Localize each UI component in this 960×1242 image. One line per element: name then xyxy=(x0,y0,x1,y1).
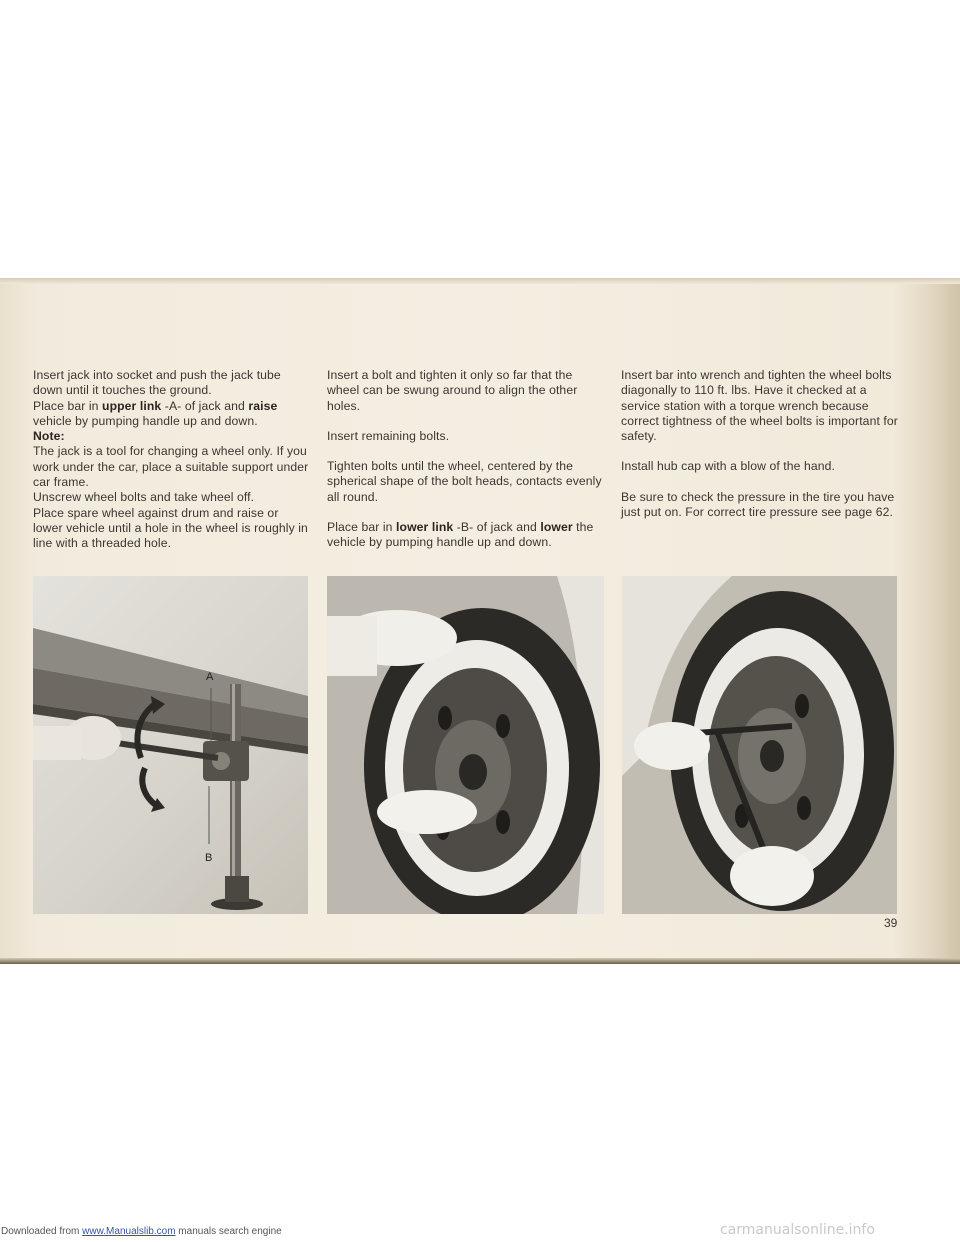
label-b: B xyxy=(205,852,213,864)
text-column-3 xyxy=(621,368,899,535)
footer-prefix: Downloaded from xyxy=(1,1226,83,1237)
text-run: Insert remaining bolts. xyxy=(327,428,450,443)
text-run: The jack is a tool for changing a wheel only. If you work under the car, place a suitable support under car frame. xyxy=(33,444,309,490)
text-run: Install hub cap with a blow of the hand. xyxy=(621,459,836,474)
text-run: Unscrew wheel bolts and take wheel off. xyxy=(33,490,255,505)
paragraph xyxy=(33,368,311,399)
bold-term: Note: xyxy=(33,429,65,444)
paragraph xyxy=(621,368,899,444)
download-footer xyxy=(1,1226,282,1237)
watermark-text: carmanualsonline.info xyxy=(720,1222,875,1238)
paragraph xyxy=(621,459,899,474)
text-run: the vehicle by pumping handle up and down. xyxy=(327,520,594,550)
paragraph xyxy=(327,368,605,414)
paragraph xyxy=(33,490,311,505)
text-run: Place bar in xyxy=(33,398,103,413)
paragraph xyxy=(327,429,605,444)
paragraph xyxy=(327,459,605,505)
text-run: Insert bar into wrench and tighten the wheel bolts diagonally to 110 ft. lbs. Have it checked at a service station with a torque wrench because correct tightness of the wheel bolts is important for safety. xyxy=(621,368,898,444)
text-run: Be sure to check the pressure in the tire you have just put on. For correct tire pressure see page 62. xyxy=(621,489,895,520)
text-column-1 xyxy=(33,368,311,552)
jack-photo xyxy=(33,576,308,914)
bold-term: raise xyxy=(248,398,278,413)
text-run: vehicle by pumping handle up and down. xyxy=(33,413,258,428)
paragraph xyxy=(327,520,605,551)
bold-term: lower link xyxy=(396,520,454,535)
manualslib-link[interactable]: www.Manualslib.com xyxy=(82,1226,176,1237)
wrench-tightening-photo xyxy=(622,576,897,914)
bold-term: lower xyxy=(540,520,573,535)
text-run: Place bar in xyxy=(327,520,397,535)
text-run: Insert jack into socket and push the jack tube down until it touches the ground. xyxy=(33,368,281,398)
paragraph xyxy=(621,490,899,521)
text-run: -A- of jack and xyxy=(161,398,249,413)
paragraph xyxy=(33,444,311,490)
bold-term: upper link xyxy=(102,398,162,413)
label-a: A xyxy=(206,671,214,683)
paragraph xyxy=(33,399,311,430)
text-column-2 xyxy=(327,368,605,566)
text-run: -B- of jack and xyxy=(453,520,541,535)
paragraph xyxy=(33,506,311,552)
paragraph xyxy=(33,429,311,444)
tire-mounting-photo xyxy=(327,576,604,914)
text-run: Place spare wheel against drum and raise or lower vehicle until a hole in the wheel is roughly in line with a threaded hole. xyxy=(33,505,308,551)
footer-suffix: manuals search engine xyxy=(175,1226,282,1237)
text-run: Tighten bolts until the wheel, centered by the spherical shape of the bolt heads, contacts evenly all round. xyxy=(327,459,602,504)
page-number: 39 xyxy=(884,916,898,930)
text-run: Insert a bolt and tighten it only so far that the wheel can be swung around to align the other holes. xyxy=(327,368,578,413)
